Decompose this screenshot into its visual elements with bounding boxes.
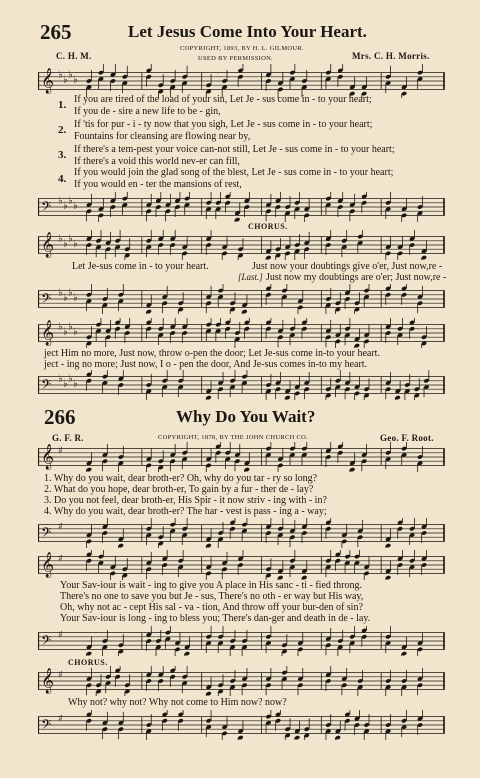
- svg-text:𝄞: 𝄞: [41, 68, 55, 94]
- svg-text:𝄞: 𝄞: [41, 320, 55, 346]
- svg-text:♭: ♭: [68, 69, 73, 81]
- verse-line: [44, 473, 317, 484]
- verse-line: If there's a tem-pest your voice can-not still, Let Je - sus come in - to your heart;: [74, 144, 395, 155]
- svg-text:♯: ♯: [58, 553, 63, 565]
- music-staff-treble: [38, 666, 445, 696]
- music-staff-treble: [38, 318, 445, 348]
- music-staff-bass: [38, 710, 445, 740]
- verse-number: 2.: [58, 124, 67, 136]
- music-staff-treble: [38, 442, 445, 472]
- lyricist-credit: G. F. R.: [52, 433, 84, 443]
- last-verse-label: [Last.]: [238, 272, 263, 282]
- verse-text: Do you not feel, dear broth-er, His Spir - it now striv - ing with - in?: [54, 495, 327, 506]
- verse-number: 3.: [44, 495, 52, 506]
- copyright-notice: COPYRIGHT, 1893, BY H. L. GILMOUR.: [180, 45, 304, 52]
- svg-text:♭: ♭: [68, 233, 73, 245]
- composer-credit: Mrs. C. H. Morris.: [352, 51, 430, 61]
- verse-line: Oh, why not ac - cept His sal - va - tion, And throw off your bur-den of sin?: [60, 602, 363, 613]
- svg-text:♭: ♭: [68, 373, 73, 385]
- chorus-line: ject - ing no more; Just now, I o - pen the door, And Je-sus comes in-to my heart.: [44, 359, 368, 370]
- svg-text:♭: ♭: [63, 378, 68, 390]
- verse-text: Why do you wait, dear broth-er? Oh, why do you tar - ry so long?: [53, 473, 318, 484]
- music-staff-bass: [38, 370, 445, 400]
- hymn-title: Why Do You Wait?: [176, 407, 316, 426]
- svg-text:♭: ♭: [63, 74, 68, 86]
- chorus-line: ject Him no more, Just now, throw o-pen the door; Let Je-sus come in-to your heart.: [44, 348, 380, 359]
- verse-number: 1.: [44, 473, 52, 484]
- svg-text:𝄞: 𝄞: [41, 552, 55, 578]
- chorus-label: CHORUS.: [68, 658, 108, 667]
- chorus-line: Just now your doubtings give o'er, Just now,re -: [252, 261, 443, 272]
- svg-text:𝄢: 𝄢: [41, 290, 52, 310]
- verse-line: If you would en - ter the mansions of rest,: [74, 179, 242, 190]
- music-staff-bass: [38, 626, 445, 656]
- svg-text:𝄞: 𝄞: [41, 668, 55, 694]
- chorus-line: Just now my doubtings are o'er; Just now,re -: [266, 272, 447, 283]
- lyricist-credit: C. H. M.: [56, 51, 92, 61]
- svg-text:♭: ♭: [58, 373, 63, 385]
- svg-text:♭: ♭: [63, 200, 68, 212]
- svg-text:♭: ♭: [58, 69, 63, 81]
- svg-text:♭: ♭: [58, 195, 63, 207]
- verse-text: What do you hope, dear broth-er, To gain by a fur - ther de - lay?: [53, 484, 314, 495]
- svg-text:♭: ♭: [58, 287, 63, 299]
- verse-line: [44, 495, 327, 506]
- verse-line: If 'tis for pur - i - ty now that you sigh, Let Je - sus come in - to your heart;: [74, 119, 373, 130]
- verse-line: If you de - sire a new life to be - gin,: [74, 106, 221, 117]
- verse-number: 4.: [58, 173, 67, 185]
- chorus-line: Why not? why not? Why not come to Him now? now?: [68, 697, 287, 708]
- svg-text:𝄢: 𝄢: [41, 198, 52, 218]
- verse-line: Your Sav-iour is wait - ing to give you A place in His sanc - ti - fied throng.: [60, 580, 363, 591]
- svg-text:𝄞: 𝄞: [41, 444, 55, 470]
- hymn-title: Let Jesus Come Into Your Heart.: [128, 22, 367, 41]
- svg-text:♭: ♭: [68, 195, 73, 207]
- verse-number: 4.: [44, 506, 52, 517]
- music-staff-bass: [38, 192, 445, 222]
- svg-text:♭: ♭: [68, 287, 73, 299]
- verse-number: 2.: [44, 484, 52, 495]
- verse-line: [44, 484, 313, 495]
- svg-text:♭: ♭: [68, 321, 73, 333]
- svg-text:♭: ♭: [73, 326, 78, 338]
- svg-text:𝄞: 𝄞: [41, 232, 55, 258]
- music-staff-treble: [38, 64, 445, 98]
- chorus-line: Let Je-sus come in - to your heart.: [72, 261, 209, 272]
- verse-number: 3.: [58, 149, 67, 161]
- svg-text:♯: ♯: [58, 713, 63, 725]
- svg-text:♯: ♯: [58, 521, 63, 533]
- svg-text:𝄢: 𝄢: [41, 632, 52, 652]
- verse-line: [44, 506, 327, 517]
- svg-text:♭: ♭: [58, 233, 63, 245]
- svg-text:♭: ♭: [73, 200, 78, 212]
- svg-text:𝄢: 𝄢: [41, 376, 52, 396]
- verse-line: There's no one to save you but Je - sus, There's no oth - er way but His way,: [60, 591, 364, 602]
- hymn-number: 265: [40, 20, 72, 44]
- verse-line: If you would join the glad song of the blest, Let Je - sus come in - to your heart;: [74, 167, 394, 178]
- svg-text:♯: ♯: [58, 669, 63, 681]
- chorus-label: CHORUS.: [248, 222, 288, 231]
- svg-text:♭: ♭: [73, 292, 78, 304]
- svg-text:♭: ♭: [63, 292, 68, 304]
- svg-text:♯: ♯: [58, 445, 63, 457]
- permission-notice: USED BY PERMISSION.: [198, 55, 273, 62]
- svg-text:♯: ♯: [58, 629, 63, 641]
- svg-text:♭: ♭: [63, 238, 68, 250]
- svg-text:𝄢: 𝄢: [41, 716, 52, 736]
- copyright-notice: COPYRIGHT, 1878, BY THE JOHN CHURCH CO.: [158, 434, 309, 441]
- music-staff-treble: [38, 550, 445, 580]
- composer-credit: Geo. F. Root.: [380, 433, 434, 443]
- svg-text:♭: ♭: [58, 321, 63, 333]
- verse-line: Fountains for cleansing are flowing near by,: [74, 131, 251, 142]
- verse-number: 1.: [58, 99, 67, 111]
- music-staff-bass: [38, 284, 445, 314]
- verse-line: Your Sav-iour is long - ing to bless you; There's dan-ger and death in de - lay.: [60, 613, 371, 624]
- music-staff-bass: [38, 518, 445, 548]
- svg-text:♭: ♭: [73, 74, 78, 86]
- hymn-number: 266: [44, 405, 76, 429]
- svg-text:♭: ♭: [73, 378, 78, 390]
- verse-line: If there's a void this world nev-er can fill,: [74, 156, 240, 167]
- verse-line: If you are tired of the load of your sin, Let Je - sus come in - to your heart;: [74, 94, 372, 105]
- svg-text:♭: ♭: [73, 238, 78, 250]
- verse-text: Why do you wait, dear broth-er? The har - vest is pass - ing a - way;: [53, 506, 327, 517]
- svg-text:♭: ♭: [63, 326, 68, 338]
- svg-text:𝄢: 𝄢: [41, 524, 52, 544]
- music-staff-treble: [38, 230, 445, 260]
